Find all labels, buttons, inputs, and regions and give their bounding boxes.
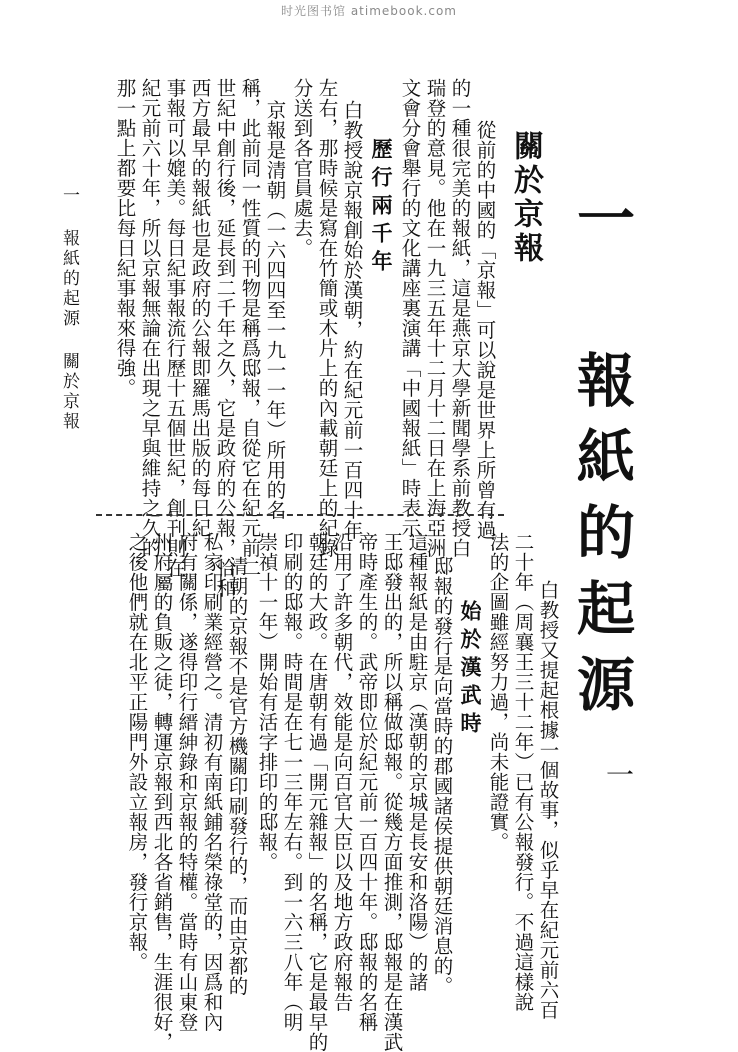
bottom-line-6: 王邸發出的，所以稱做邸報。從幾方面推測，邸報是在漢武 [380,532,404,1052]
bottom-line-4: 邸報的發行是向當時的郡國諸侯提供朝廷消息的。 [430,556,454,996]
top-line-7: 分送到各官員處去。 [290,78,314,258]
bottom-line-13: 私家印刷業經營之。清初有南紙鋪名榮祿堂的，因爲和內 [200,532,224,1032]
top-line-9: 稱，此前同一性質的刊物是稱爲邸報，自從它在紀元前二 [238,78,262,578]
top-line-14: 那一點上都要比每日紀事報來得強。 [113,78,137,398]
top-subhead: 歷行兩千年 [369,138,394,278]
bottom-line-12: 清朝的京報不是官方機關印刷發行的，而由京都的 [225,556,249,996]
section-title: 關於京報 [508,130,543,266]
top-line-13: 紀元前六十年，所以京報無論在出現之早與維持之久的 [138,78,162,558]
bottom-subhead: 始於漢武時 [458,600,483,740]
top-line-12: 事報可以媲美。每日紀事報流行歷十五個世紀，創刊則在 [163,78,187,578]
bottom-line-11: 崇禎十一年）開始有活字排印的邸報。 [255,532,279,872]
running-head: 一 報紙的起源 關於京報 [59,186,79,432]
page-marker: 一 [602,760,635,788]
bottom-line-5: 這種報紙是由駐京（漢朝的京城是長安和洛陽）的諸 [405,532,429,992]
top-line-2: 的一種很完美的報紙，這是燕京大學新聞學系前教授白 [448,78,472,558]
top-line-6: 左右，那時候是寫在竹簡或木片上的內載朝廷上的紀錄 [315,78,339,558]
top-line-3: 瑞登的意見。他在一九三五年十二月十二日在上海亞洲 [423,78,447,558]
top-line-5: 白教授說京報創始於漢朝，約在紀元前一百四十年 [340,100,364,540]
chapter-title: 一 報紙的起源 [567,188,635,730]
bottom-line-7: 帝時產生的。武帝即位於紀元前一百四十年。邸報的名稱 [355,532,379,1032]
bottom-line-10: 印刷的邸報。時間是在七一三年左右。到一六三八年（明 [280,532,304,1032]
section-divider [96,514,504,516]
bottom-line-3: 法的企圖雖經努力過，尚未能證實。 [486,532,510,852]
bottom-line-2: 二十年（周襄王三十二年）已有公報發行。不過這樣說 [511,532,535,1012]
top-line-11: 西方最早的報紙也是政府的公報即羅馬出版的每日紀 [188,78,212,538]
bottom-line-14: 府有關係，遂得印行縉紳錄和京報的特權。當時有山東登 [175,532,199,1032]
bottom-line-15: 州府屬的負販之徒，轉運京報到西北各省銷售，生涯很好， [150,532,174,1052]
bottom-line-1: 白教授又提起根據一個故事，似乎早在紀元前六百 [536,580,560,1020]
bottom-line-8: 沿用了許多朝代，效能是向百官大臣以及地方政府報告 [330,532,354,1012]
top-line-10: 世紀中創行後，延長到二千年之久，它是政府的公報，恰和 [213,78,237,598]
watermark: 时光图书馆 atimebook.com [281,4,457,18]
top-line-8: 京報是清朝（一六四四至一九一一年）所用的名 [263,100,287,520]
top-line-1: 從前的中國的「京報」可以說是世界上所曾有過 [473,120,497,540]
bottom-line-16: 之後他們就在北平正陽門外設立報房，發行京報。 [125,532,149,972]
top-line-4: 文會分會舉行的文化講座裏演講「中國報紙」時表示 [398,78,422,538]
bottom-line-9: 朝廷的大政。在唐朝有過「開元雜報」的名稱，它是最早的 [305,532,329,1052]
